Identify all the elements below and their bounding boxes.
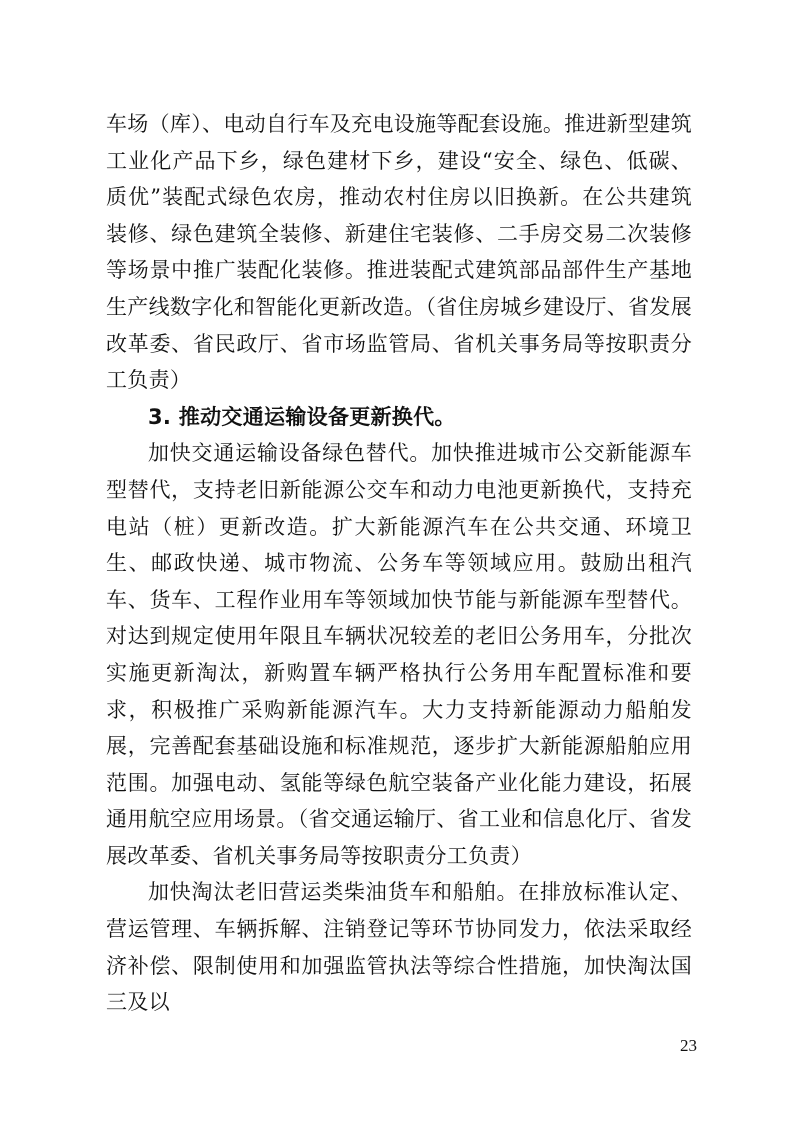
section-heading: 3. 推动交通运输设备更新换代。: [148, 404, 456, 429]
paragraph-diesel-phaseout: 加快淘汰老旧营运类柴油货车和船舶。在排放标准认定、营运管理、车辆拆解、注销登记等环节协同发力，依法采取经济补偿、限制使用和加强监管执法等综合性措施，加快淘汰国三及以: [106, 880, 692, 1015]
paragraph-continuation: 车场（库）、电动自行车及充电设施等配套设施。推进新型建筑工业化产品下乡，绿色建材下乡，建设“安全、绿色、低碳、质优”装配式绿色农房，推动农村住房以旧换新。在公共建筑装修、绿色建筑全装修、新建住宅装修、二手房交易二次装修等场景中推广装配化装修。推进装配式建筑部品部件生产基地生产线数字化和智能化更新改造。（省住房城乡建设厅、省发展改革委、省民政厅、省市场监管局、省机关事务局等按职责分工负责）: [106, 112, 692, 393]
page-number: 23: [680, 1036, 697, 1055]
document-body: [106, 106, 692, 1021]
paragraph-transport-green: 加快交通运输设备绿色替代。加快推进城市公交新能源车型替代，支持老旧新能源公交车和动力电池更新换代，支持充电站（桩）更新改造。扩大新能源汽车在公共交通、环境卫生、邮政快递、城市物流、公务车等领域应用。鼓励出租汽车、货车、工程作业用车等领域加快节能与新能源车型替代。对达到规定使用年限且车辆状况较差的老旧公务用车，分批次实施更新淘汰，新购置车辆严格执行公务用车配置标准和要求，积极推广采购新能源汽车。大力支持新能源动力船舶发展，完善配套基础设施和标准规范，逐步扩大新能源船舶应用范围。加强电动、氢能等绿色航空装备产业化能力建设，拓展通用航空应用场景。（省交通运输厅、省工业和信息化厅、省发展改革委、省机关事务局等按职责分工负责）: [106, 441, 692, 868]
